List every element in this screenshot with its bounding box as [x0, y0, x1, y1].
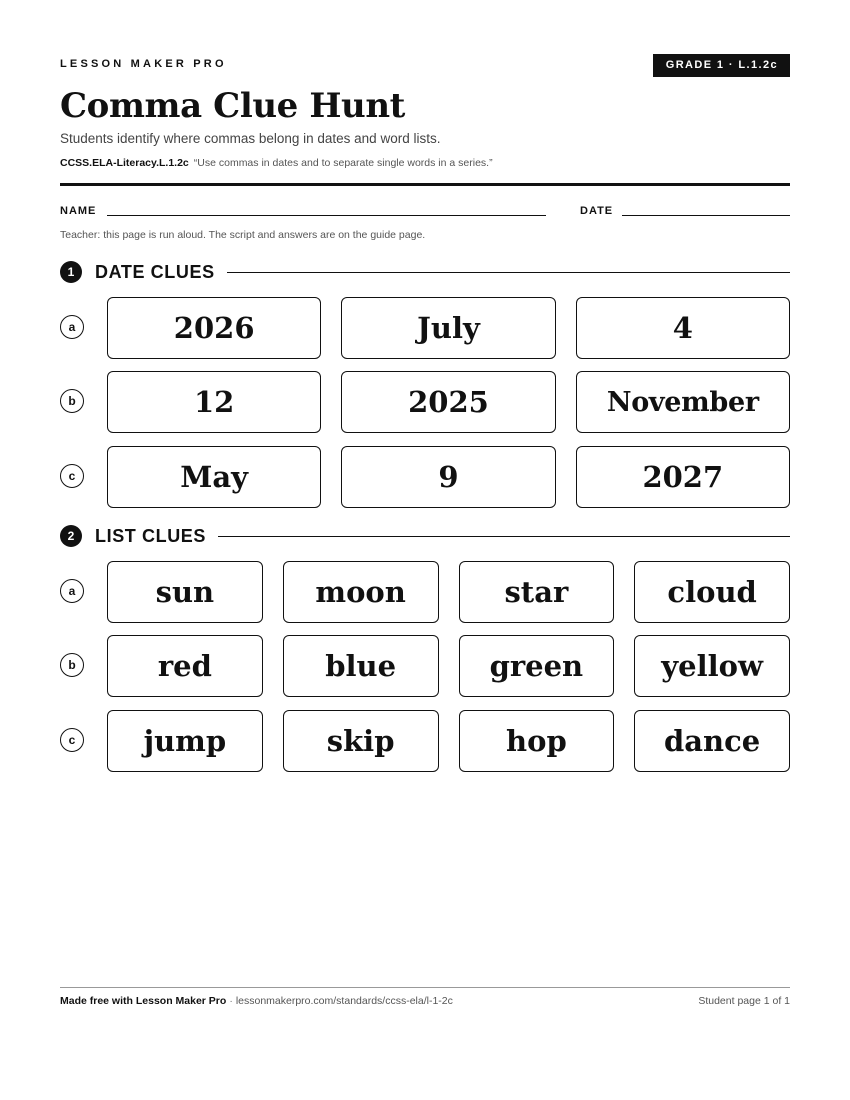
clue-card: star: [459, 561, 615, 623]
clue-card: 2027: [576, 446, 790, 508]
row-letter: c: [60, 464, 84, 488]
row-letter: a: [60, 579, 84, 603]
footer-credit: [60, 995, 453, 1007]
clue-cards: [107, 561, 790, 623]
clue-cards: [107, 710, 790, 772]
date-clue-row-c: [60, 446, 790, 508]
clue-cards: [107, 371, 790, 433]
clue-card: 2025: [341, 371, 555, 433]
clue-card: November: [576, 371, 790, 433]
footer-separator: ·: [229, 995, 233, 1007]
clue-card: sun: [107, 561, 263, 623]
teacher-note: Teacher: this page is run aloud. The script and answers are on the guide page.: [60, 229, 426, 241]
section-date-clues-header: [60, 261, 790, 283]
footer-made-with: Made free with Lesson Maker Pro: [60, 995, 227, 1007]
date-clue-row-b: [60, 371, 790, 433]
section-divider: [218, 536, 790, 537]
standard-line: [60, 157, 493, 169]
clue-card: 2026: [107, 297, 321, 359]
row-letter: b: [60, 389, 84, 413]
section-number-badge: 1: [60, 261, 82, 283]
clue-card: moon: [283, 561, 439, 623]
row-letter: a: [60, 315, 84, 339]
clue-card: cloud: [634, 561, 790, 623]
worksheet-page: [60, 0, 790, 1100]
clue-card: red: [107, 635, 263, 697]
clue-card: 9: [341, 446, 555, 508]
footer-page-label: Student page 1 of 1: [698, 995, 790, 1007]
header-divider: [60, 183, 790, 186]
clue-card: May: [107, 446, 321, 508]
date-clue-row-a: [60, 297, 790, 359]
clue-cards: [107, 635, 790, 697]
list-clue-row-b: [60, 635, 790, 697]
name-field-line[interactable]: [107, 215, 546, 216]
list-clue-row-a: [60, 561, 790, 623]
name-label: NAME: [60, 205, 97, 217]
clue-card: blue: [283, 635, 439, 697]
row-letter: c: [60, 728, 84, 752]
clue-card: 12: [107, 371, 321, 433]
page-title: Comma Clue Hunt: [60, 86, 405, 126]
section-divider: [227, 272, 790, 273]
section-number-badge: 2: [60, 525, 82, 547]
clue-card: jump: [107, 710, 263, 772]
row-letter: b: [60, 653, 84, 677]
clue-card: skip: [283, 710, 439, 772]
footer-url[interactable]: lessonmakerpro.com/standards/ccss-ela/l-1-2c: [235, 995, 453, 1007]
clue-card: hop: [459, 710, 615, 772]
section-title: LIST CLUES: [95, 525, 207, 546]
section-title: DATE CLUES: [95, 261, 215, 282]
clue-card: 4: [576, 297, 790, 359]
clue-cards: [107, 297, 790, 359]
clue-card: July: [341, 297, 555, 359]
clue-cards: [107, 446, 790, 508]
standard-code: CCSS.ELA-Literacy.L.1.2c: [60, 157, 189, 169]
footer-divider: [60, 987, 790, 988]
brand-name: LESSON MAKER PRO: [60, 58, 227, 70]
clue-card: yellow: [634, 635, 790, 697]
list-clue-row-c: [60, 710, 790, 772]
date-field-line[interactable]: [622, 215, 790, 216]
standard-quote: “Use commas in dates and to separate single words in a series.”: [193, 157, 493, 169]
clue-card: green: [459, 635, 615, 697]
clue-card: dance: [634, 710, 790, 772]
grade-badge: GRADE 1 · L.1.2c: [653, 54, 790, 77]
section-list-clues-header: [60, 525, 790, 547]
date-label: DATE: [580, 205, 614, 217]
page-subtitle: Students identify where commas belong in dates and word lists.: [60, 131, 441, 146]
